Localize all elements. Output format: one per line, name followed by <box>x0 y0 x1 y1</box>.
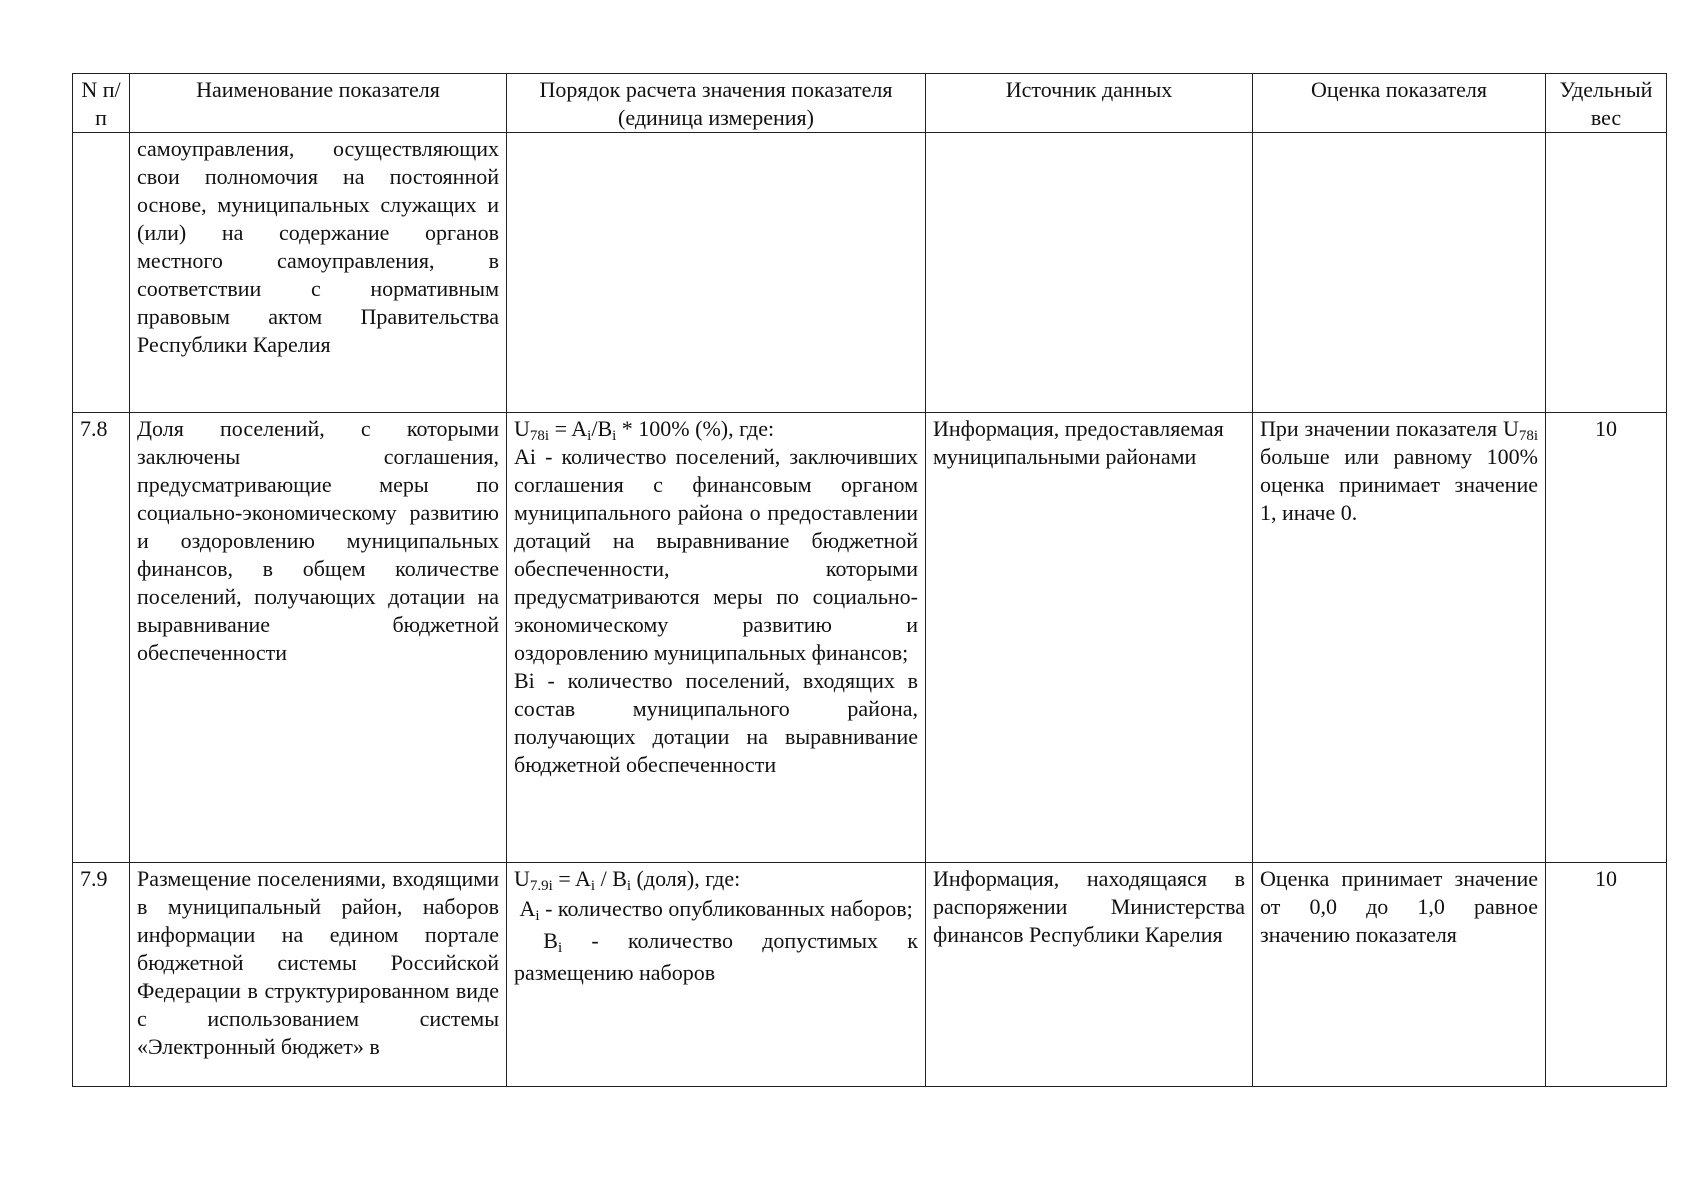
formula-div: / B <box>595 866 627 891</box>
calc-definition-a: Ai - количество поселений, заключивших соглашения с финансовым органом муниципального района о предоставлении дотаций на выравнивание бюджетной обеспеченности, которыми предусматриваются меры по социально-экономическому развитию и оздоровлению муниципальных финансов; <box>514 444 918 665</box>
header-num-text: N п/п <box>81 77 121 130</box>
row-num <box>73 133 130 413</box>
header-source-text: Источник данных <box>1005 77 1173 102</box>
def-b-text: - количество допустимых к размещению наборов <box>514 928 919 985</box>
row-source <box>926 863 1253 1087</box>
row-source <box>926 133 1253 413</box>
formula-subscript-b: i <box>612 428 617 444</box>
row-source-text: Информация, находящаяся в распоряжении Министерства финансов Республики Карелия <box>933 866 1245 947</box>
formula-symbol: U <box>514 866 530 891</box>
row-weight-text: 10 <box>1595 866 1617 891</box>
formula-subscript-b: i <box>626 878 632 894</box>
row-name-text: Размещение поселениями, входящими в муниципальный район, наборов информации на едином портале бюджетной системы Российской Федерации в структурированном виде с использованием системы «Электронный бюджет» в <box>137 866 499 1059</box>
header-weight-text: Удельный вес <box>1559 77 1653 130</box>
row-source <box>926 413 1253 863</box>
eval-symbol: U <box>1502 416 1519 441</box>
def-a-symbol: A <box>519 896 536 921</box>
row-num <box>73 413 130 863</box>
header-name <box>130 74 507 133</box>
row-name <box>130 863 507 1087</box>
table-row <box>73 133 1667 413</box>
formula-div: /B <box>591 416 613 441</box>
row-num-text: 7.9 <box>80 866 108 891</box>
row-eval <box>1253 413 1546 863</box>
row-calc <box>507 863 926 1087</box>
eval-text-pre: При значении показателя <box>1260 416 1498 441</box>
formula-eq: = A <box>549 416 588 441</box>
eval-text-post: больше или равному 100% оценка принимает значение 1, иначе 0. <box>1260 444 1538 525</box>
row-eval <box>1253 863 1546 1087</box>
calc-formula <box>514 415 918 443</box>
header-name-text: Наименование показателя <box>196 77 440 102</box>
calc-formula <box>514 865 918 893</box>
formula-symbol: U <box>514 416 530 441</box>
row-name <box>130 413 507 863</box>
row-weight <box>1546 133 1667 413</box>
row-source-text: Информация, предоставляемая муниципальными районами <box>933 416 1224 469</box>
row-name-text: самоуправления, осуществляющих свои полномочия на постоянной основе, муниципальных служащих и (или) на содержание органов местного самоуправления, в соответствии с нормативным правовым актом Правительства Республики Карелия <box>137 136 499 357</box>
def-a-subscript: i <box>535 908 540 924</box>
calc-definition-b <box>514 925 918 989</box>
row-name-text: Доля поселений, с которыми заключены соглашения, предусматривающие меры по социально-экономическому развитию и оздоровлению муниципальных финансов, в общем количестве поселений, получающих дотации на выравнивание бюджетной обеспеченности <box>137 416 499 665</box>
row-weight <box>1546 863 1667 1087</box>
formula-subscript: 78i <box>529 428 550 444</box>
header-calc-text: Порядок расчета значения показателя (единица измерения) <box>539 77 893 130</box>
header-eval-text: Оценка показателя <box>1310 77 1488 102</box>
indicator-table <box>72 73 1667 1087</box>
calc-definition-a <box>514 893 918 925</box>
table-row <box>73 413 1667 863</box>
header-weight <box>1546 74 1667 133</box>
eval-subscript: 78i <box>1518 428 1538 444</box>
def-a-text: - количество опубликованных наборов; <box>539 896 913 921</box>
formula-rest: * 100% (%), где: <box>616 416 775 441</box>
row-calc <box>507 413 926 863</box>
row-eval-text: Оценка принимает значение от 0,0 до 1,0 равное значению показателя <box>1260 866 1538 947</box>
table-header-row <box>73 74 1667 133</box>
formula-subscript: 7.9i <box>529 878 553 894</box>
row-num <box>73 863 130 1087</box>
formula-subscript-a: i <box>590 878 596 894</box>
row-num-text: 7.8 <box>80 416 108 441</box>
row-weight-text: 10 <box>1595 416 1617 441</box>
table-row <box>73 863 1667 1087</box>
row-calc <box>507 133 926 413</box>
header-num <box>73 74 130 133</box>
def-b-symbol: B <box>543 928 558 953</box>
formula-eq: = A <box>552 866 591 891</box>
def-b-subscript: i <box>557 940 563 956</box>
calc-definition-b: Bi - количество поселений, входящих в состав муниципального района, получающих дотации на выравнивание бюджетной обеспеченности <box>514 668 918 777</box>
formula-rest: (доля), где: <box>631 866 741 891</box>
row-eval <box>1253 133 1546 413</box>
header-source <box>926 74 1253 133</box>
row-name <box>130 133 507 413</box>
row-weight <box>1546 413 1667 863</box>
header-calc <box>507 74 926 133</box>
header-eval <box>1253 74 1546 133</box>
formula-subscript-a: i <box>587 428 592 444</box>
